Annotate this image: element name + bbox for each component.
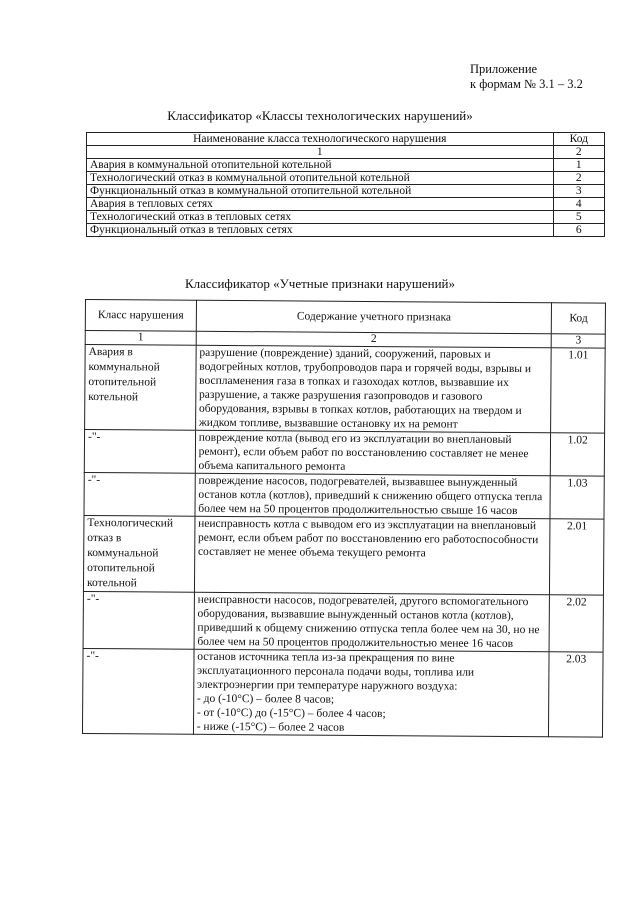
class-name-cell: Функциональный отказ в коммунальной отопительной котельной (87, 185, 554, 198)
table-row (87, 185, 605, 198)
class-code-cell: 1 (553, 159, 604, 172)
appendix-line-1: Приложение (470, 62, 538, 76)
table-row (82, 648, 603, 737)
class-code-cell: 4 (553, 198, 604, 211)
appendix-line-2: к формам № 3.1 – 3.2 (470, 77, 583, 91)
table-row (87, 224, 605, 237)
classifier2-col-number: 1 (85, 331, 196, 346)
feature-code-cell: 1.02 (551, 433, 605, 476)
table-row (87, 198, 605, 211)
classifier2-col-number: 3 (552, 334, 606, 348)
classifier1-title: Классификатор «Классы технологических нарушений» (167, 108, 473, 123)
table-row (83, 591, 603, 652)
feature-text-cell: повреждение котла (вывод его из эксплуатации во внеплановый ремонт), если объем работ по восстановлению составляет не менее объема капитального ремонта (195, 430, 551, 475)
classifier1-col-number: 1 (87, 146, 554, 159)
classifier1-table (86, 132, 605, 237)
feature-code-cell: 1.01 (551, 348, 605, 433)
list-item: - ниже (-15°С) – более 2 часов (196, 720, 345, 734)
class-code-cell: 2 (553, 172, 604, 185)
feature-code-cell: 1.03 (550, 476, 604, 519)
feature-text: останов источника тепла из-за прекращения по вине эксплуатационного персонала подачи воды, топлива или электроэнергии при температуре наружного воздуха: (197, 650, 475, 693)
violation-class-cell: -"- (82, 648, 193, 734)
feature-text-cell: неисправность котла с выводом его из эксплуатации на внеплановый ремонт, если объем работ по восстановлению его работоспособности составляет не менее объема текущего ремонта (194, 516, 550, 594)
classifier1-header-name: Наименование класса технологического нарушения (87, 133, 554, 146)
class-code-cell: 5 (553, 211, 604, 224)
class-name-cell: Авария в тепловых сетях (87, 198, 554, 211)
table-row (83, 515, 604, 595)
classifier1-col-number: 2 (553, 146, 604, 159)
violation-class-cell: -"- (84, 430, 195, 474)
classifier1-header-row (87, 133, 605, 146)
classifier2-header-class: Класс нарушения (85, 300, 196, 332)
table-row (85, 345, 606, 434)
table-row (84, 430, 604, 477)
classifier2-title: Классификатор «Учетные признаки нарушений» (184, 276, 456, 291)
table-row (87, 159, 605, 172)
list-item: - от (-10°С) до (-15°С) – более 4 часов; (196, 706, 386, 721)
classifier2-header-code: Код (552, 303, 606, 334)
violation-class-cell: Технологический отказ в коммунальной отопительной котельной (83, 515, 194, 592)
list-item: - до (-10°С) – более 8 часов; (196, 692, 335, 706)
class-name-cell: Технологический отказ в тепловых сетях (87, 211, 554, 224)
class-name-cell: Функциональный отказ в тепловых сетях (87, 224, 554, 237)
table-row (84, 472, 604, 519)
class-name-cell: Авария в коммунальной отопительной котельной (87, 159, 554, 172)
feature-text-cell: повреждение насосов, подогревателей, вызвавшее вынужденный останов котла (котлов), приведший к снижению общего отпуска тепла более чем на 50 процентов продолжительностью свыше 16 часов (195, 473, 551, 518)
table-row (87, 172, 605, 185)
class-code-cell: 3 (553, 185, 604, 198)
classifier2-header-content: Содержание учетного признака (196, 300, 552, 333)
table-row (87, 211, 605, 224)
feature-code-cell: 2.01 (550, 519, 604, 595)
classifier2-col-number: 2 (196, 331, 552, 347)
violation-class-cell: -"- (83, 591, 194, 649)
feature-text-cell: разрушение (повреждение) зданий, сооружений, паровых и водогрейных котлов, трубопроводов пара и горячей воды, взрывы и воспламенения газа в топках и газоходах котлов, вызвавшие их разрушение, а также разрушения газопроводов и газового оборудования, взрывы в топках котлов, работающих на твердом и жидком топливе, вызвавшие остановку их на ремонт (195, 345, 551, 432)
feature-code-cell: 2.02 (549, 595, 603, 652)
classifier1-header-code: Код (553, 133, 604, 146)
feature-text-cell (193, 649, 549, 736)
appendix-note (470, 62, 583, 92)
violation-class-cell: -"- (84, 472, 195, 516)
feature-text-cell: неисправности насосов, подогревателей, другого вспомогательного оборудования, вызвавшие вынужденный останов котла (котлов), приведший к общему снижению отпуска тепла более чем на 30, но не более чем на 50 процентов продолжительностью менее 16 часов (194, 592, 550, 651)
class-code-cell: 6 (553, 224, 604, 237)
classifier2-header-row (85, 300, 605, 335)
feature-code-cell: 2.03 (549, 652, 603, 737)
class-name-cell: Технологический отказ в коммунальной отопительной котельной (87, 172, 554, 185)
classifier1-number-row (87, 146, 605, 159)
classifier2-table (82, 299, 606, 738)
violation-class-cell: Авария в коммунальной отопительной котельной (85, 345, 196, 431)
